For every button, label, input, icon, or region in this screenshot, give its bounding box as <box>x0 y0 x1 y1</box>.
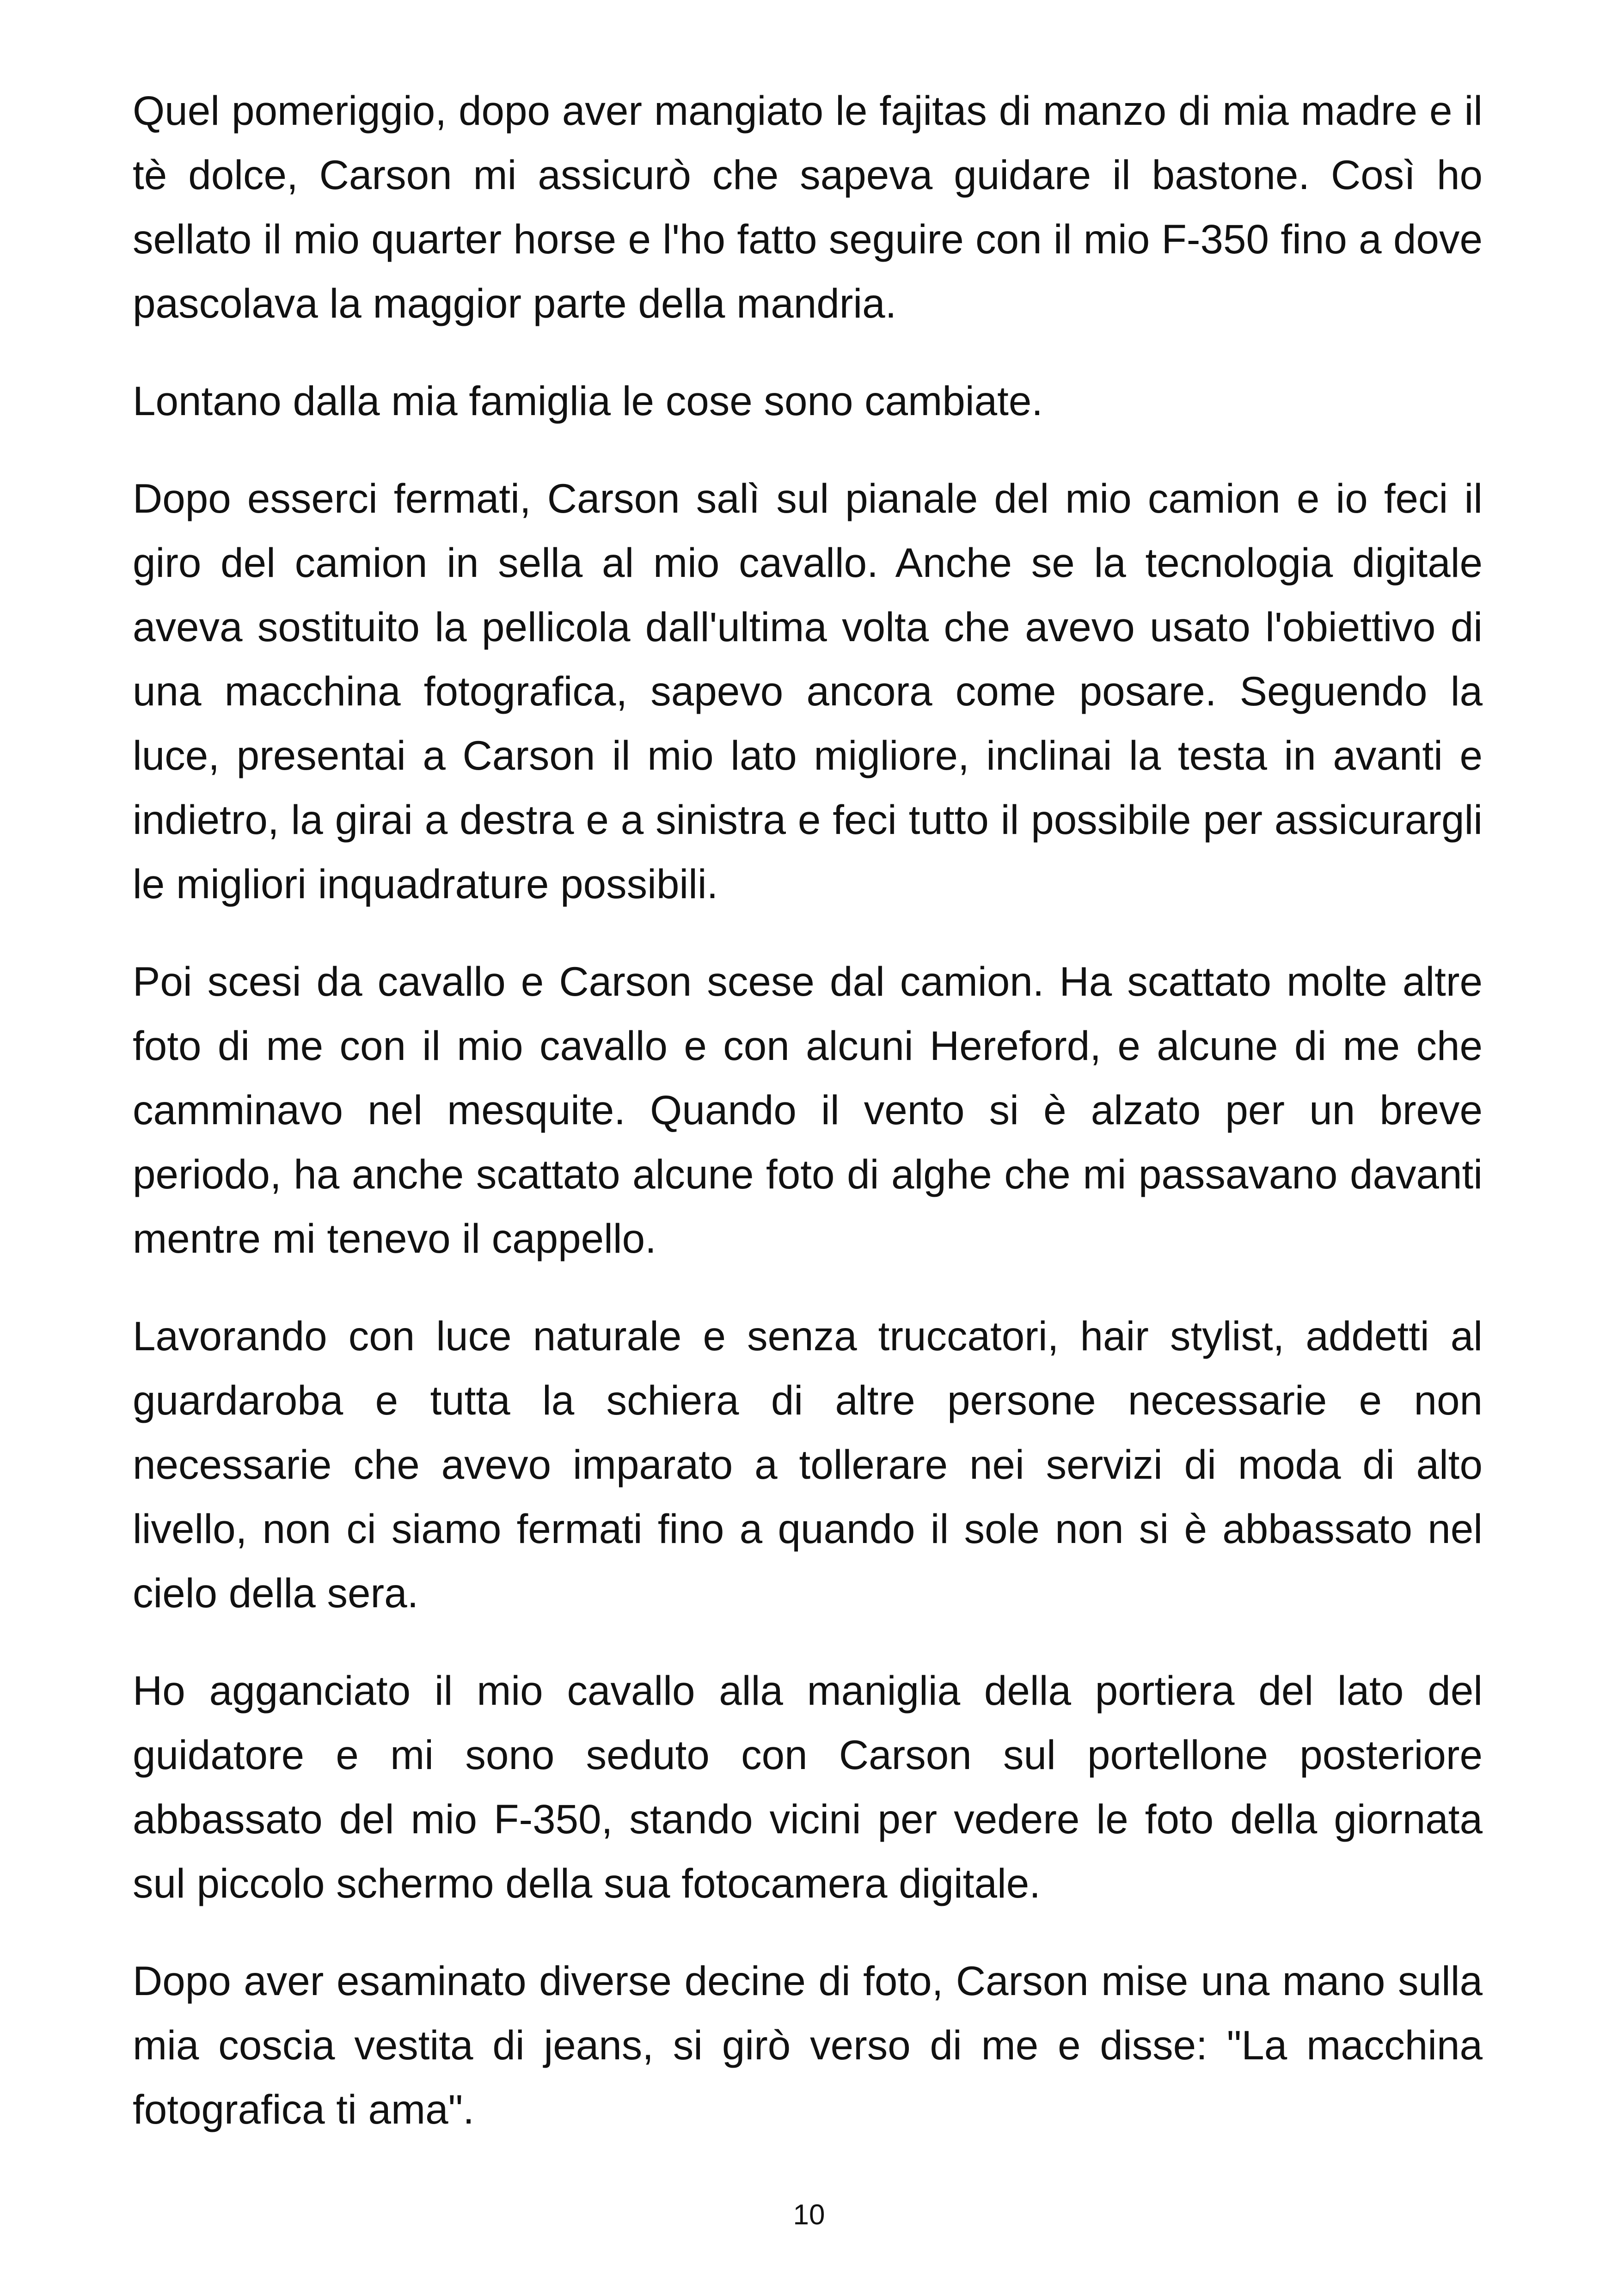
paragraph: Ho agganciato il mio cavallo alla maniglia della portiera del lato del guidatore e mi sono seduto con Carson sul portellone posteriore abbassato del mio F-350, stando vicini per vedere le foto della giornata sul piccolo schermo della sua fotocamera digitale. <box>133 1667 1483 1906</box>
paragraph: Lontano dalla mia famiglia le cose sono cambiate. <box>133 378 1043 424</box>
paragraph: Dopo aver esaminato diverse decine di foto, Carson mise una mano sulla mia coscia vestita di jeans, si girò verso di me e disse: "La macchina fotografica ti ama". <box>133 1958 1483 2132</box>
document-body <box>133 79 1483 2142</box>
paragraph: Lavorando con luce naturale e senza truccatori, hair stylist, addetti al guardaroba e tutta la schiera di altre persone necessarie e non necessarie che avevo imparato a tollerare nei servizi di moda di alto livello, non ci siamo fermati fino a quando il sole non si è abbassato nel cielo della sera. <box>133 1313 1483 1616</box>
paragraph: Dopo esserci fermati, Carson salì sul pianale del mio camion e io feci il giro del camion in sella al mio cavallo. Anche se la tecnologia digitale aveva sostituito la pellicola dall'ultima volta che avevo usato l'obiettivo di una macchina fotografica, sapevo ancora come posare. Seguendo la luce, presentai a Carson il mio lato migliore, inclinai la testa in avanti e indietro, la girai a destra e a sinistra e feci tutto il possibile per assicurargli le migliori inquadrature possibili. <box>133 475 1483 907</box>
paragraph: Poi scesi da cavallo e Carson scese dal camion. Ha scattato molte altre foto di me con il mio cavallo e con alcuni Hereford, e alcune di me che camminavo nel mesquite. Quando il vento si è alzato per un breve periodo, ha anche scattato alcune foto di alghe che mi passavano davanti mentre mi tenevo il cappello. <box>133 958 1483 1261</box>
paragraph: Quel pomeriggio, dopo aver mangiato le fajitas di manzo di mia madre e il tè dolce, Carson mi assicurò che sapeva guidare il bastone. Così ho sellato il mio quarter horse e l'ho fatto seguire con il mio F-350 fino a dove pascolava la maggior parte della mandria. <box>133 87 1483 326</box>
page-number: 10 <box>793 2199 825 2231</box>
